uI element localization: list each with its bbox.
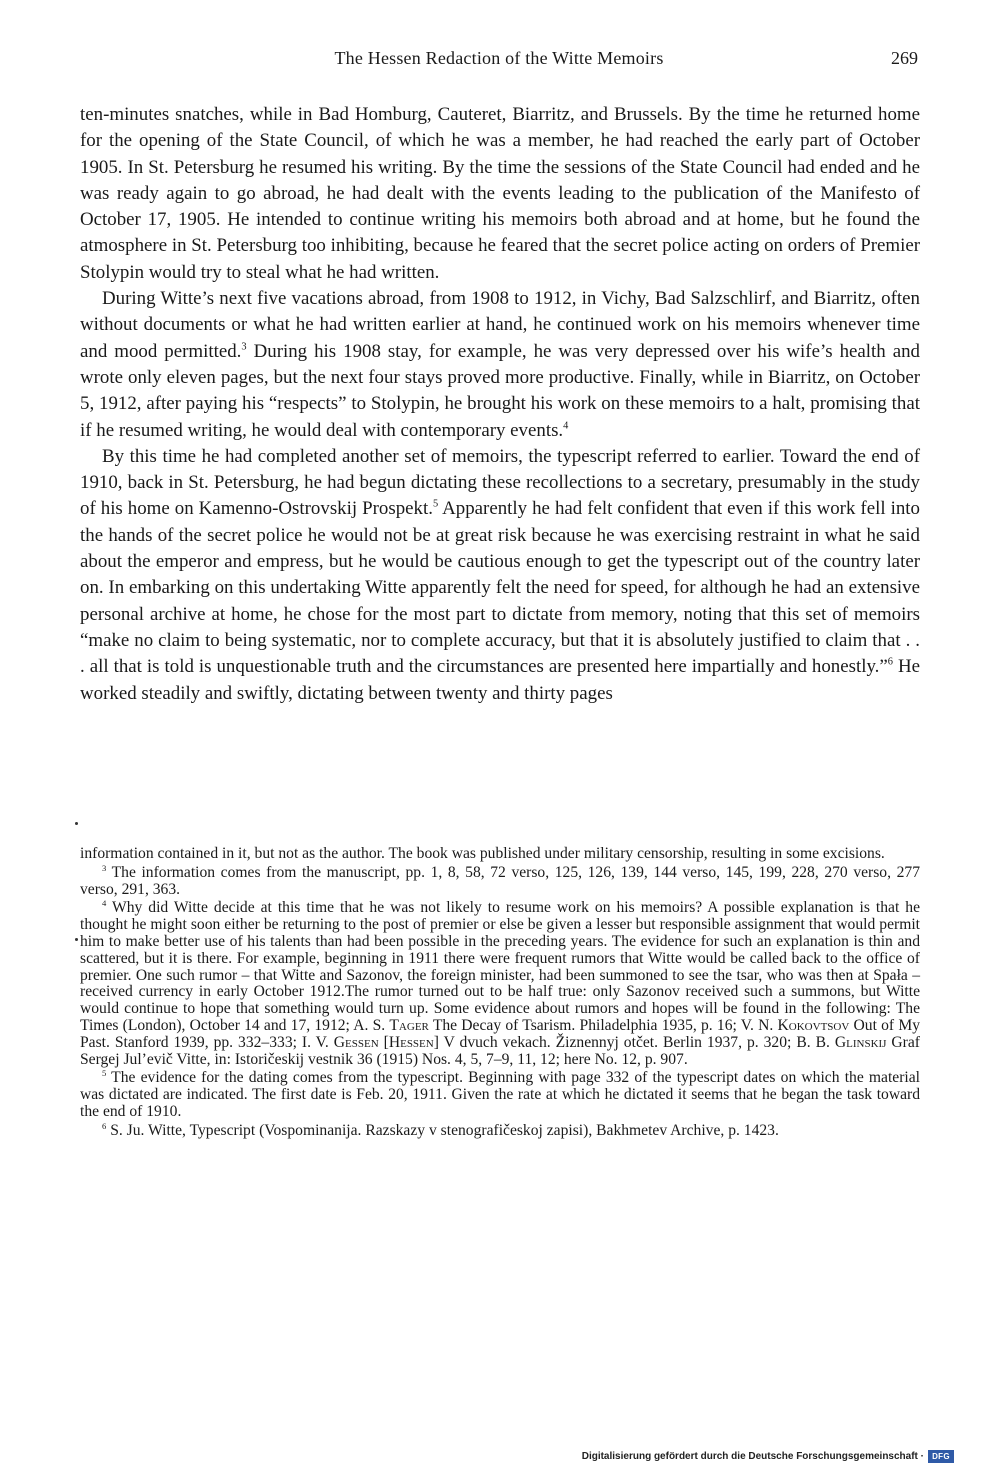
footnote-4-text-d: V dvuch vekach. Žiznennyj otčet. Berlin 1937, p. 320; B. B. xyxy=(438,1033,835,1051)
footnote-3 xyxy=(80,862,920,899)
main-text xyxy=(80,102,920,707)
footnote-6-mark: 6 xyxy=(102,1120,107,1131)
footnote-3-mark: 3 xyxy=(102,862,107,873)
author-gessen: Gessen [Hessen] xyxy=(333,1033,439,1051)
digitization-credit xyxy=(582,1450,954,1463)
paragraph-3 xyxy=(80,444,920,707)
paragraph-2 xyxy=(80,286,920,444)
footnote-ref-5[interactable]: 5 xyxy=(432,499,439,511)
footnote-3-text: The information comes from the manuscript, pp. 1, 8, 58, 72 verso, 125, 126, 139, 144 verso, 145, 199, 228, 270 verso, 277 verso, 291, 363. xyxy=(80,863,920,898)
footnote-4-text-e: Graf Sergej Jul’evič Vitte, in: Istoričeskij vestnik 36 (1915) Nos. 4, 5, 7–9, 11, 12; here No. 12, p. 907. xyxy=(80,1033,920,1068)
footnote-ref-3[interactable]: 3 xyxy=(241,341,247,353)
footnote-4-mark: 4 xyxy=(102,898,107,909)
paragraph-2-text-a: During Witte’s next five vacations abroad, from 1908 to 1912, in Vichy, Bad Salzschlirf, and Biarritz, often without documents or what he had written earlier at hand, he continued work on his memoirs whenever time and mood permitted. xyxy=(80,288,920,362)
footnote-4-text-b: The Decay of Tsarism. Philadelphia 1935, p. 16; V. N. xyxy=(428,1016,778,1034)
paragraph-1 xyxy=(80,102,920,286)
author-glinskij: Glinskij xyxy=(834,1033,887,1051)
footnote-continuation: information contained in it, but not as the author. The book was published under military censorship, resulting in some excisions. xyxy=(80,845,885,862)
paragraph-3-text-c: He worked steadily and swiftly, dictating between twenty and thirty pages xyxy=(80,656,921,704)
dfg-logo-icon: DFG xyxy=(928,1450,954,1463)
footnote-5-mark: 5 xyxy=(102,1068,107,1079)
footnote-4-text-c: Out of My Past. Stanford 1939, pp. 332–333; I. V. xyxy=(80,1016,920,1051)
credit-text: Digitalisierung gefördert durch die Deutsche Forschungsgemeinschaft · xyxy=(581,1451,924,1462)
author-kokovtsov: Kokovtsov xyxy=(777,1016,850,1034)
running-head-title: The Hessen Redaction of the Witte Memoirs xyxy=(334,48,664,68)
footnote-ref-6[interactable]: 6 xyxy=(887,656,893,668)
footnotes xyxy=(80,846,920,1140)
footnote-4 xyxy=(80,900,920,1068)
author-tager: Tager xyxy=(389,1016,429,1034)
margin-mark xyxy=(75,822,78,825)
paragraph-2-text-b: During his 1908 stay, for example, he was very depressed over his wife’s health and wrote only eleven pages, but the next four stays proved more productive. Finally, while in Biarritz, on October 5, 1912, after paying his “respects” to Stolypin, he brought his work on these memoirs to a halt, promising that if he resumed writing, he would deal with contemporary events. xyxy=(80,340,921,441)
footnote-ref-4[interactable]: 4 xyxy=(563,420,569,432)
footnote-4-text-a: Why did Witte decide at this time that he was not likely to resume work on his memoirs? A possible explanation is that he thought he might soon either be returning to the post of premier or else be given a lesser but responsible assignment that would permit him to make better use of his talents than had been possible in the preceding years. The evidence for such an explanation is thin and scattered, but it is there. For example, beginning in 1911 there were frequent rumors that Witte would be called back to the office of premier. One such rumor – that Witte and Sazonov, the foreign minister, had been summoned to see the tsar, who was then at Spała – received currency in early October 1912.The rumor turned out to be half true: only Sazonov received such a summons, but Witte would continue to hope that something would turn up. Some evidence about rumors and hopes will be found in the following: The Times (London), October 14 and 17, 1912; A. S. xyxy=(80,899,920,1034)
page-number: 269 xyxy=(891,48,918,68)
paragraph-3-text-a: By this time he had completed another set of memoirs, the typescript referred to earlier. Toward the end of 1910, back in St. Petersburg, he had begun dictating these recollections to a secretary, presumably in the study of his home on Kamenno-Ostrovskij Prospekt. xyxy=(80,445,920,520)
margin-mark xyxy=(75,938,78,941)
running-head xyxy=(80,48,918,74)
footnote-5-text: The evidence for the dating comes from the typescript. Beginning with page 332 of the typescript dates on which the material was dictated are indicated. The first date is Feb. 20, 1911. Given the rate at which he dictated it seems that he began the task toward the end of 1910. xyxy=(80,1069,920,1120)
footnote-6 xyxy=(80,1120,920,1140)
paragraph-3-text-b: Apparently he had felt confident that even if this work fell into the hands of the secret police he would not be at great risk because he was exercising restraint in what he said about the emperor and empress, but he would be cautious enough to get the typescript out of the country later on. In embarking on this undertaking Witte apparently felt the need for speed, for although he had an extensive personal archive at home, he chose for the most part to dictate from memory, noting that this set of memoirs “make no claim to being systematic, nor to complete accuracy, but that it is absolutely justified to claim that . . . all that is told is unquestionable truth and the circumstances are presented here impartially and honestly.” xyxy=(80,498,920,678)
paragraph-1-text: ten-minutes snatches, while in Bad Homburg, Cauteret, Biarritz, and Brussels. By the time he returned home for the opening of the State Council, of which he was a member, he had reached the early part of October 1905. In St. Petersburg he resumed his writing. By the time the sessions of the State Council had ended and he was ready again to go abroad, he had dealt with the events leading to the publication of the Manifesto of October 17, 1905. He intended to continue writing his memoirs both abroad and at home, but he found the atmosphere in St. Petersburg too inhibiting, because he feared that the secret police acting on orders of Premier Stolypin would try to steal what he had written. xyxy=(80,104,920,283)
footnote-5 xyxy=(80,1070,920,1120)
footnote-6-text: S. Ju. Witte, Typescript (Vospominanija. Razskazy v stenografičeskoj zapisi), Bakhmetev Archive, p. 1423. xyxy=(106,1121,779,1139)
